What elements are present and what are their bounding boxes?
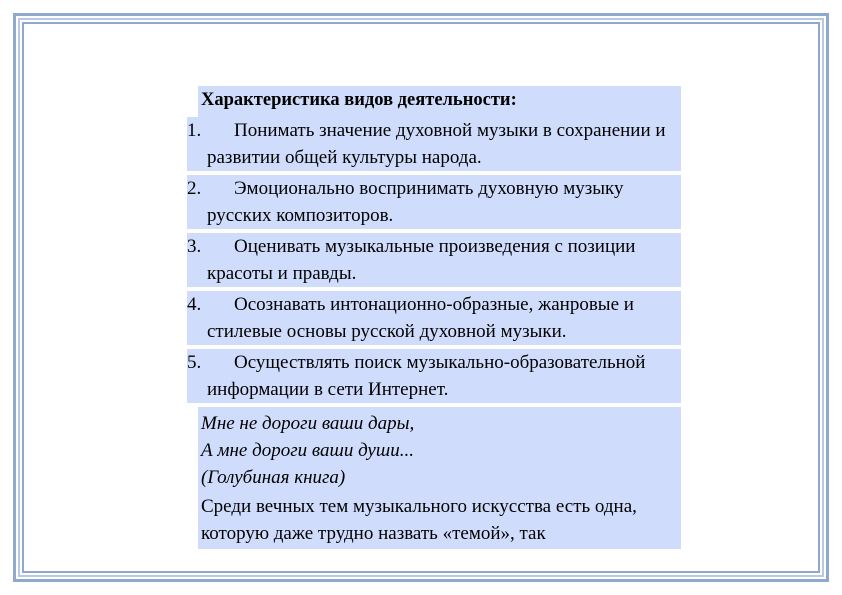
- list-item: [187, 117, 681, 171]
- list-item-number: 4.: [187, 294, 202, 315]
- epigraph-source: (Голубиная книга): [201, 467, 346, 488]
- list-item-text: Эмоционально воспринимать духовную музыку русских композиторов.: [207, 178, 624, 226]
- list-item-text: Осознавать интонационно-образные, жанровые и стилевые основы русской духовной музыки.: [207, 294, 634, 342]
- epigraph-line: А мне дороги ваши души...: [201, 440, 414, 461]
- list-item-text: Оценивать музыкальные произведения с позиции красоты и правды.: [207, 236, 636, 284]
- list-item-number: 1.: [187, 120, 202, 141]
- activities-list: [187, 117, 681, 403]
- list-item-text: Понимать значение духовной музыки в сохранении и развитии общей культуры народа.: [207, 120, 666, 168]
- body-paragraph: Среди вечных тем музыкального искусства есть одна, которую даже трудно назвать «темой», так: [198, 491, 681, 549]
- list-item: [187, 291, 681, 345]
- list-item: [187, 233, 681, 287]
- epigraph-line: Мне не дороги ваши дары,: [201, 413, 415, 434]
- list-item-number: 3.: [187, 236, 202, 257]
- list-item-number: 2.: [187, 178, 202, 199]
- list-item-text: Осуществлять поиск музыкально-образовательной информации в сети Интернет.: [207, 352, 646, 400]
- list-item: [187, 349, 681, 403]
- activities-heading: Характеристика видов деятельности:: [198, 86, 681, 117]
- slide-content: [187, 86, 681, 549]
- epigraph: [198, 407, 681, 491]
- list-item: [187, 175, 681, 229]
- list-item-number: 5.: [187, 352, 202, 373]
